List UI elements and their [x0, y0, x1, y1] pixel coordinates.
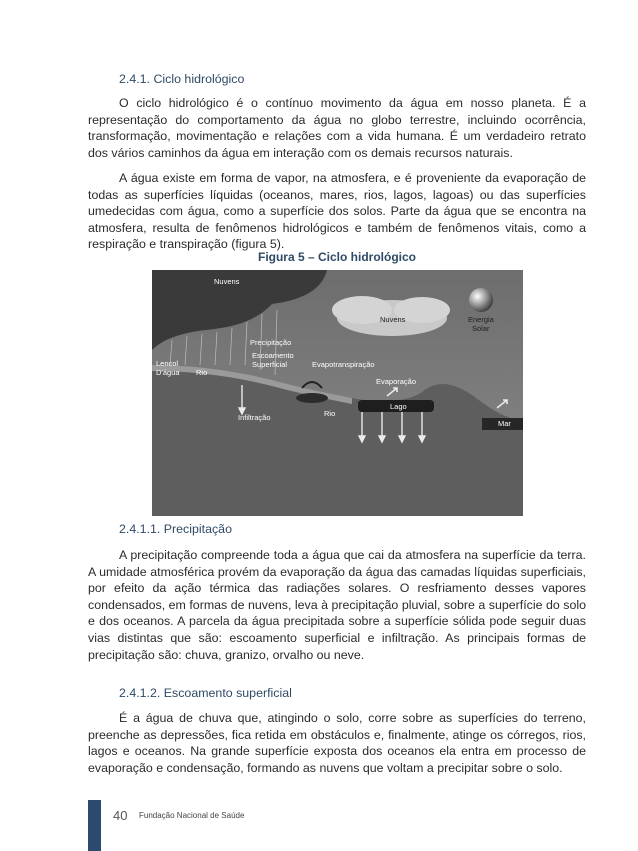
sun-icon	[469, 288, 493, 312]
paragraph-precipitacao: A precipitação compreende toda a água que cai da atmosfera na superfície da terra. A umidade atmosférica provém da evaporação da água das camadas líquidas superficiais, por efeito da ação térmica das radiações solares. O resfriamento desses vapores condensados, em formas de nuvens, leva à precipitação pluvial, sobre a superfície do solo e dos oceanos. A parcela da água precipitada sobre a superfície sólida pode seguir duas vias distintas que são: escoamento superficial e infiltração. As principais formas de precipitação são: chuva, granizo, orvalho ou neve.	[88, 548, 586, 662]
label-precipitacao: Precipitação	[250, 338, 292, 347]
label-energia: Energia	[468, 315, 494, 324]
paragraph-agua-vapor: A água existe em forma de vapor, na atmosfera, e é proveniente da evaporação de todas as superfícies líquidas (oceanos, mares, rios, lagos, lagoas) ou das superfícies umedecidas com água, como a superfície dos solos. Parte da água que se encontra na atmosfera, resulta de fenômenos hidrológicos e também de fenômenos vitais, como a respiração e transpiração (figura 5).	[88, 171, 586, 252]
page-number: 40	[113, 808, 128, 823]
figure-caption: Figura 5 – Ciclo hidrológico	[257, 250, 416, 264]
label-rio-left: Rio	[196, 368, 208, 377]
label-solar: Solar	[472, 324, 490, 333]
label-evaporacao: Evaporação	[376, 377, 417, 386]
section-heading-precipitacao: 2.4.1.1. Precipitação	[119, 522, 232, 536]
label-nuvens-mid: Nuvens	[380, 315, 406, 324]
label-evapotranspiracao: Evapotranspiração	[312, 360, 375, 369]
label-mar: Mar	[498, 419, 511, 428]
label-escoamento: Escoamento	[252, 351, 294, 360]
label-dagua: D'água	[156, 368, 180, 377]
hydrologic-cycle-figure	[152, 270, 523, 516]
paragraph-escoamento: É a água de chuva que, atingindo o solo, corre sobre as superfícies do terreno, preenche as depressões, fica retida em obstáculos e, finalmente, atinge os córregos, rios, lagos e oceanos. Na grande superfície exposta dos oceanos ela entra em processo de evaporação e condensação, formando as nuvens que voltam a precipitar sobre o solo.	[88, 711, 586, 775]
label-rio-mid: Rio	[324, 409, 336, 418]
footer-publisher: Fundação Nacional de Saúde	[139, 811, 245, 820]
label-lago: Lago	[390, 402, 407, 411]
river-middle	[296, 393, 328, 403]
paragraph-ciclo-intro: O ciclo hidrológico é o contínuo movimento da água em nosso planeta. É a representação do comportamento da água no globo terrestre, incluindo ocorrência, transformação, movimentação e relações com a vida humana. É um verdadeiro retrato dos vários caminhos da água em interação com os demais recursos naturais.	[88, 96, 586, 160]
label-lencol: Lencol	[156, 359, 179, 368]
label-superficial: Superficial	[252, 360, 288, 369]
section-heading-escoamento: 2.4.1.2. Escoamento superficial	[119, 686, 292, 700]
label-nuvens-top: Nuvens	[214, 277, 240, 286]
footer-color-bar	[88, 800, 101, 851]
section-heading-ciclo-hidrologico: 2.4.1. Ciclo hidrológico	[119, 72, 245, 86]
label-infiltracao: Infiltração	[238, 413, 271, 422]
